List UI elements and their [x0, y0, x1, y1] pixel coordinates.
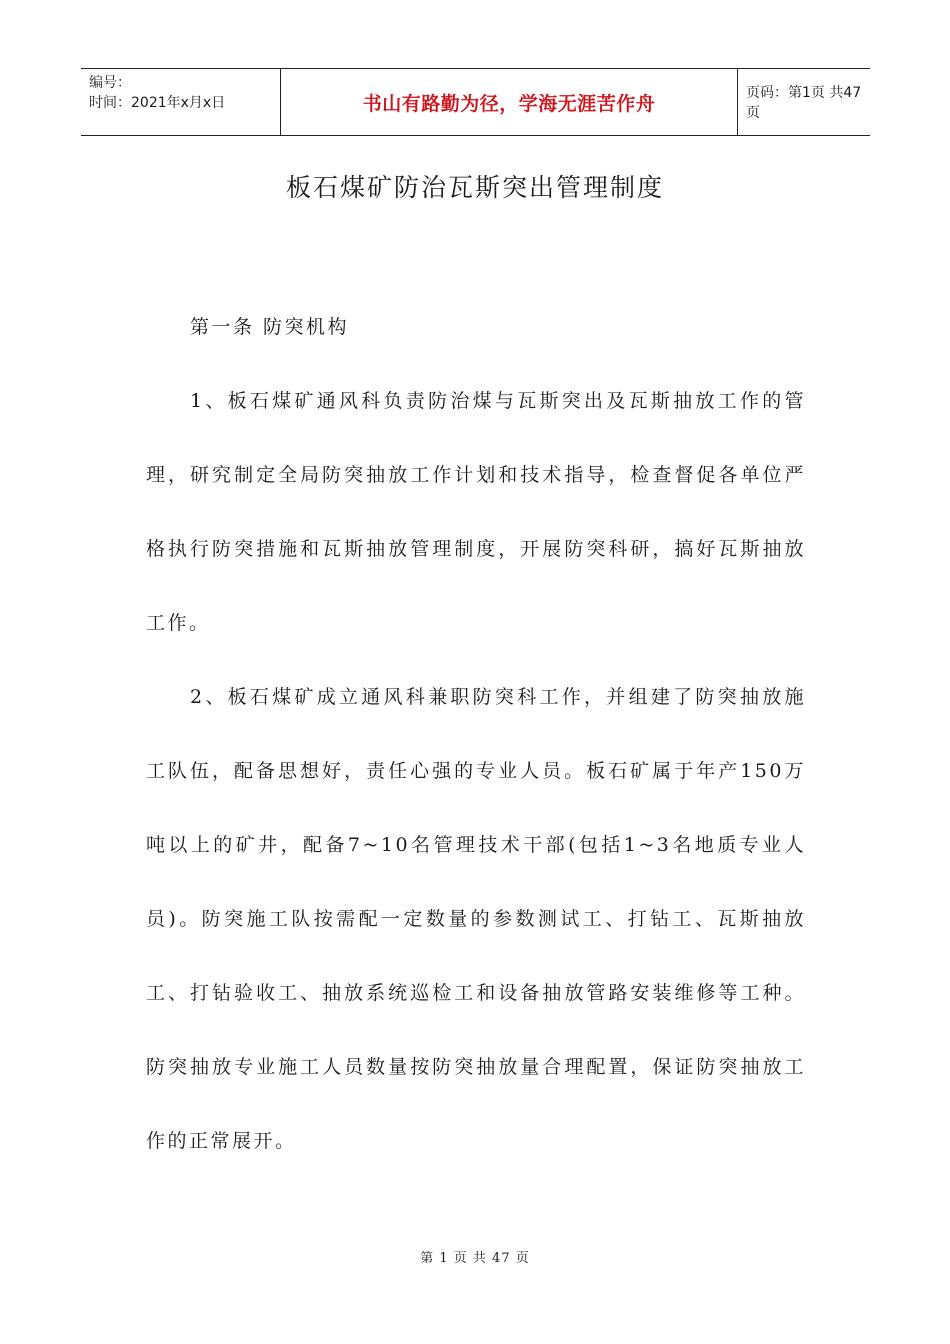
header-motto: 书山有路勤为径，学海无涯苦作舟 [362, 92, 656, 115]
paragraph-item-2: 2、板石煤矿成立通风科兼职防突科工作，并组建了防突抽放施工队伍，配备思想好，责任心强的专业人员。板石矿属于年产150万吨以上的矿井，配备7~10名管理技术干部(包括1~3名地质专业人员)。防突施工队按需配一定数量的参数测试工、打钻工、瓦斯抽放工、打钻验收工、抽放系统巡检工和设备抽放管路安装维修等工种。防突抽放专业施工人员数量按防突抽放量合理配置，保证防突抽放工作的正常展开。 [146, 686, 806, 1152]
paragraph-section-heading: 第一条 防突机构 [190, 316, 350, 338]
paragraph-item-1: 1、板石煤矿通风科负责防治煤与瓦斯突出及瓦斯抽放工作的管理，研究制定全局防突抽放工作计划和技术指导，检查督促各单位严格执行防突措施和瓦斯抽放管理制度，开展防突科研，搞好瓦斯抽放工作。 [146, 390, 806, 634]
document-number-label: 编号： [89, 75, 131, 91]
page-footer: 第 1 页 共 47 页 [420, 1251, 530, 1266]
document-header [81, 68, 870, 136]
header-meta [81, 69, 281, 135]
header-page-info: 页码：第1页 共47页 [746, 85, 862, 121]
document-date: 时间：2021年x月x日 [89, 95, 226, 111]
document-title: 板石煤矿防治瓦斯突出管理制度 [285, 173, 664, 202]
header-motto-cell [281, 69, 738, 135]
document-body [146, 290, 806, 1178]
